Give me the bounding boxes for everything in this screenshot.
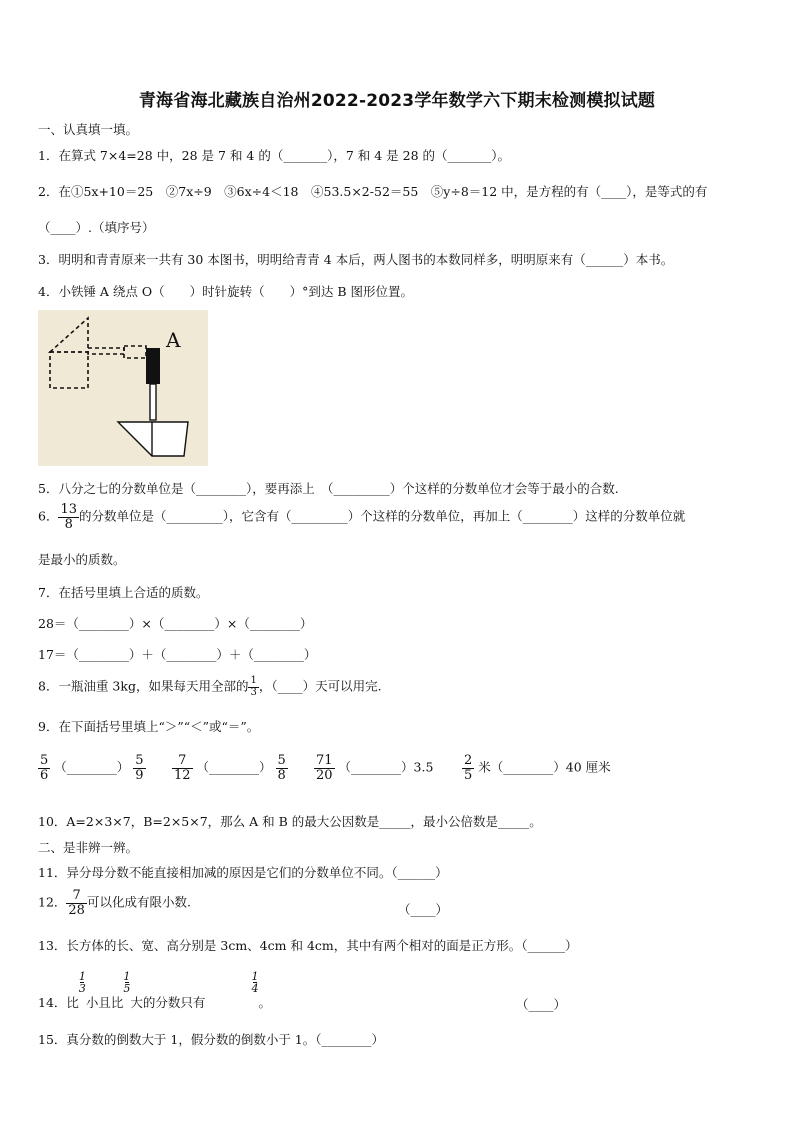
question-14-blank: （____） [516, 997, 567, 1012]
question-6-line-2: 是最小的质数。 [38, 552, 126, 567]
page-title: 青海省海北藏族自治州2022-2023学年数学六下期末检测模拟试题 [138, 91, 656, 111]
fraction-5-9: $\frac{5}{9}$ [135, 753, 144, 783]
fraction-71-20: $\frac{71}{20}$ [316, 753, 333, 783]
question-8-text-a: 8．一瓶油重 3kg，如果每天用全部的 [38, 678, 249, 694]
question-13: 13．长方体的长、宽、高分别是 3cm、4cm 和 4cm，其中有两个相对的面是正方形。（______） [38, 938, 578, 953]
question-15: 15．真分数的倒数大于 1，假分数的倒数小于 1。（________） [38, 1032, 385, 1047]
question-12-text: 可以化成有限小数. [86, 894, 191, 910]
question-9-item-3 [314, 754, 433, 782]
question-14-end: 。 [258, 995, 271, 1010]
comparison-blank: （________） [196, 759, 272, 775]
question-11: 11．异分母分数不能直接相加减的原因是它们的分数单位不同。（______） [38, 865, 448, 880]
question-3: 3．明明和青青原来一共有 30 本图书，明明给青青 4 本后，两人图书的本数同样多，明明原来有（______）本书。 [38, 252, 674, 267]
question-10: 10．A=2×3×7，B=2×5×7，那么 A 和 B 的最大公因数是_____，最小公倍数是_____。 [38, 814, 542, 829]
comparison-blank: 米（________）40 厘米 [478, 759, 611, 775]
question-2-line-2: （____）.（填序号） [38, 220, 155, 235]
question-6-line-1 [38, 503, 685, 531]
fraction-1-3: $\frac{1}{3}$ [78, 970, 86, 995]
fraction-5-6: $\frac{5}{6}$ [40, 753, 49, 783]
fraction-7-28: $\frac{7}{28}$ [68, 888, 85, 918]
question-9-item-4 [462, 754, 611, 782]
comparison-blank: （________） [54, 759, 130, 775]
hammer-rotation-diagram [38, 310, 208, 466]
rotation-figure [38, 310, 208, 466]
question-14-text-2: 大的分数只有 [130, 995, 206, 1010]
fraction-2-5: $\frac{2}{5}$ [464, 753, 473, 783]
question-12-number: 12． [38, 894, 67, 910]
question-7-b: 17＝（________）＋（________）＋（________） [38, 647, 317, 662]
fraction-1-5: $\frac{1}{5}$ [123, 970, 131, 995]
comparison-blank: （________）3.5 [338, 759, 434, 775]
question-2-line-1: 2．在①5x+10＝25 ②7x÷9 ③6x÷4＜18 ④53.5×2-52＝55 ⑤y÷8＝12 中，是方程的有（____），是等式的有 [38, 184, 708, 199]
fraction-1-3: $\frac{1}{3}$ [250, 675, 257, 698]
fraction-5-8: $\frac{5}{8}$ [277, 753, 286, 783]
question-4: 4．小铁锤 A 绕点 O（ ）时针旋转（ ）°到达 B 图形位置。 [38, 284, 414, 299]
section-heading-1: 一、认真填一填。 [38, 122, 139, 137]
fraction-1-4: $\frac{1}{4}$ [251, 970, 259, 995]
question-14 [38, 971, 271, 1011]
question-9-item-2 [172, 754, 288, 782]
question-1: 1．在算式 7×4=28 中，28 是 7 和 4 的（_______），7 和 4 是 28 的（_______）。 [38, 148, 511, 163]
question-8 [38, 676, 382, 698]
question-5: 5．八分之七的分数单位是（________），要再添上 （_________）个这样的分数单位才会等于最小的合数. [38, 481, 619, 496]
question-12-blank: （____） [398, 902, 449, 917]
section-heading-2: 二、是非辨一辨。 [38, 840, 139, 855]
question-8-text-b: ，（____）天可以用完. [258, 678, 382, 694]
question-6-number: 6． [38, 508, 59, 524]
fraction-13-8: $\frac{13}{8}$ [60, 502, 77, 532]
question-6-text: 的分数单位是（_________），它含有（_________）个这样的分数单位，再加上（________）这样的分数单位就 [79, 508, 686, 524]
question-9: 9．在下面括号里填上“＞”“＜”或“＝”。 [38, 719, 260, 734]
point-a-label: A [166, 328, 181, 352]
question-7-a: 28＝（________）×（________）×（________） [38, 616, 313, 631]
question-14-number: 14．比 [38, 995, 79, 1010]
question-9-item-1 [38, 754, 146, 782]
question-12 [38, 889, 191, 917]
fraction-7-12: $\frac{7}{12}$ [174, 753, 191, 783]
question-7: 7．在括号里填上合适的质数。 [38, 585, 209, 600]
question-14-text-1: 小且比 [85, 995, 124, 1010]
